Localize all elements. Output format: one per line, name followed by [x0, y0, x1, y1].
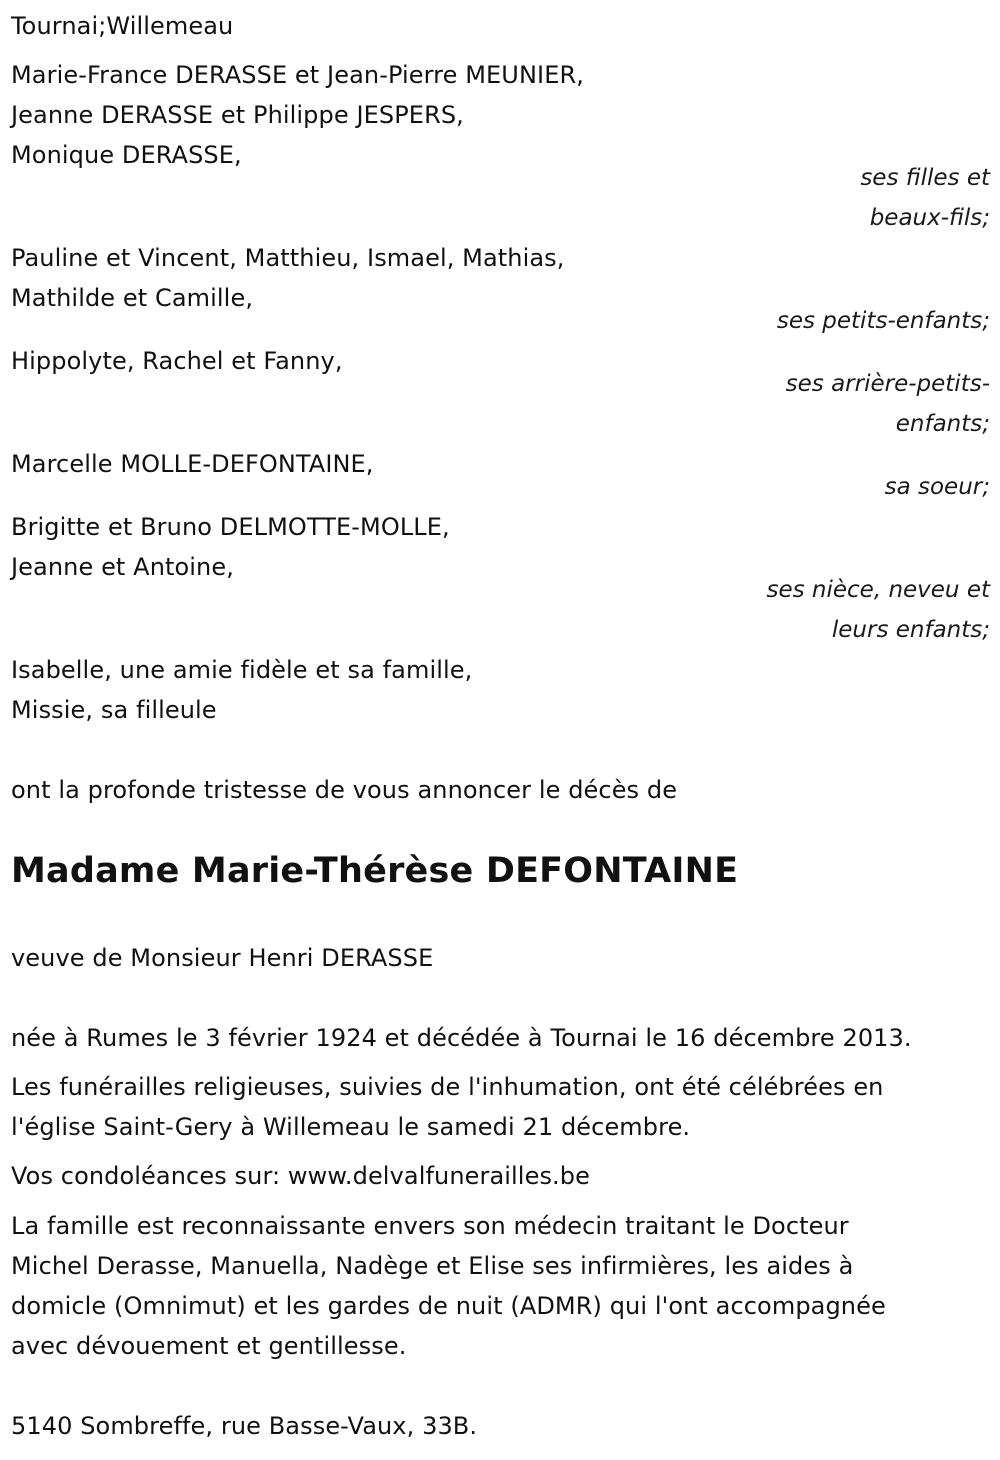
address-line: 5140 Sombreffe, rue Basse-Vaux, 33B.	[11, 1412, 478, 1440]
niece-nephew-line-1: Brigitte et Bruno DELMOTTE-MOLLE,	[11, 513, 450, 541]
daughters-relation-1: ses filles et	[860, 165, 990, 191]
birth-death-dates: née à Rumes le 3 février 1924 et décédée à Tournai le 16 décembre 2013.	[11, 1024, 912, 1052]
daughter-line-3: Monique DERASSE,	[11, 141, 242, 169]
friends-line-2: Missie, sa filleule	[11, 696, 217, 724]
great-grandchildren-relation-1: ses arrière-petits-	[785, 371, 990, 397]
thanks-line-2: Michel Derasse, Manuella, Nadège et Elise ses infirmières, les aides à	[11, 1252, 854, 1280]
niece-nephew-relation-1: ses nièce, neveu et	[766, 577, 990, 603]
niece-nephew-line-2: Jeanne et Antoine,	[11, 553, 234, 581]
thanks-line-1: La famille est reconnaissante envers son médecin traitant le Docteur	[11, 1212, 849, 1240]
sister-relation: sa soeur;	[884, 474, 990, 500]
friends-line-1: Isabelle, une amie fidèle et sa famille,	[11, 656, 473, 684]
daughters-relation-2: beaux-fils;	[869, 205, 990, 231]
grandchildren-line-2: Mathilde et Camille,	[11, 284, 254, 312]
funeral-line-1: Les funérailles religieuses, suivies de l'inhumation, ont été célébrées en	[11, 1073, 884, 1101]
grandchildren-line-1: Pauline et Vincent, Matthieu, Ismael, Mathias,	[11, 244, 565, 272]
condolences-line: Vos condoléances sur: www.delvalfunerailles.be	[11, 1162, 590, 1190]
widow-of-line: veuve de Monsieur Henri DERASSE	[11, 944, 434, 972]
thanks-line-4: avec dévouement et gentillesse.	[11, 1332, 407, 1360]
daughter-line-2: Jeanne DERASSE et Philippe JESPERS,	[11, 101, 464, 129]
sister-line: Marcelle MOLLE-DEFONTAINE,	[11, 450, 374, 478]
grandchildren-relation: ses petits-enfants;	[776, 308, 990, 334]
great-grandchildren-line: Hippolyte, Rachel et Fanny,	[11, 347, 343, 375]
great-grandchildren-relation-2: enfants;	[895, 411, 990, 437]
deceased-name: Madame Marie-Thérèse DEFONTAINE	[11, 851, 739, 891]
location-header: Tournai;Willemeau	[11, 12, 234, 40]
niece-nephew-relation-2: leurs enfants;	[831, 617, 990, 643]
daughter-line-1: Marie-France DERASSE et Jean-Pierre MEUNIER,	[11, 61, 584, 89]
funeral-line-2: l'église Saint-Gery à Willemeau le samedi 21 décembre.	[11, 1113, 691, 1141]
thanks-line-3: domicle (Omnimut) et les gardes de nuit (ADMR) qui l'ont accompagnée	[11, 1292, 886, 1320]
announcement-text: ont la profonde tristesse de vous annoncer le décès de	[11, 776, 678, 804]
